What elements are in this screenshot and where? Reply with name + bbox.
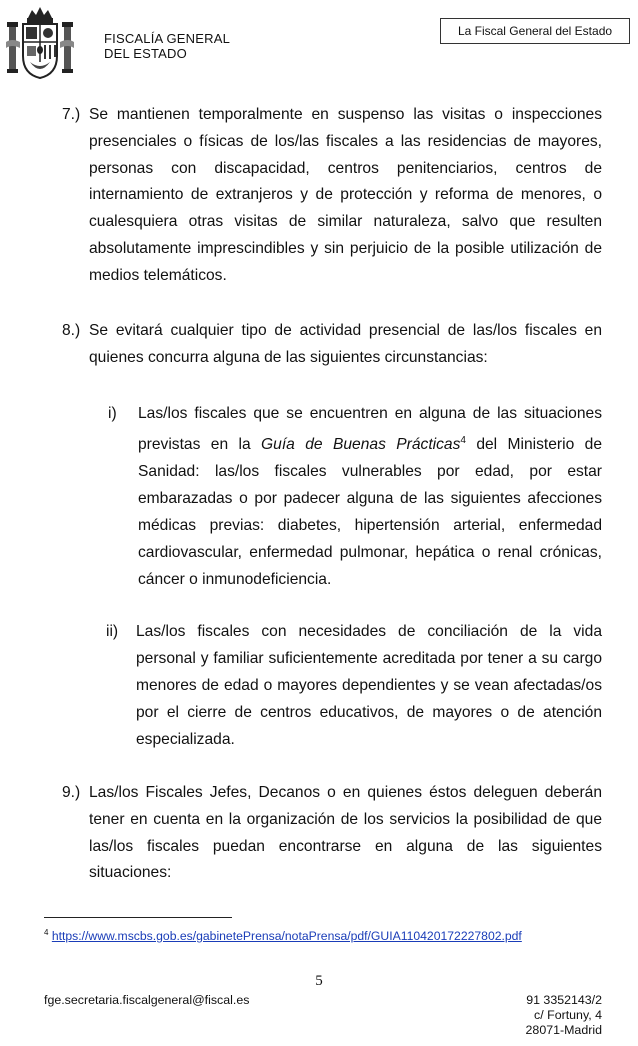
subitem-text-part: Las/los fiscales que se encuentren en alguna de las situaciones previstas en la [138,405,602,454]
paragraph-7 [62,102,602,290]
footer-phone: 91 3352143/2 [526,993,602,1007]
paragraph-number: 7.) [62,106,81,123]
subitem-text: Las/los fiscales con necesidades de conciliación de la vida personal y familiar suficientemente acreditada por tener a su cargo menores de edad o mayores dependientes y se vean afectadas/os por el cierre de centros educativos, de mayores o de atención especializada. [136,623,602,748]
footer-email: fge.secretaria.fiscalgeneral@fiscal.es [44,993,250,1007]
paragraph-text: Las/los Fiscales Jefes, Decanos o en quienes éstos deleguen deberán tener en cuenta en la organización de los servicios la posibilidad de que las/los fiscales puedan encontrarse en alguna de las siguientes situaciones: [89,784,602,882]
footnote-separator [44,917,232,918]
footer-city: 28071-Madrid [525,1023,602,1037]
subitem-text [138,400,602,593]
subitem-i [108,400,602,593]
page-number: 5 [315,973,323,989]
paragraph-text: Se mantienen temporalmente en suspenso las visitas o inspecciones presenciales o físicas de los/las fiscales a las residencias de mayores, personas con discapacidad, centros penitenciarios, centros de internamiento de extranjeros y de protección y reforma de menores, o cualesquiera otras visitas de similar naturaleza, salvo que resulten absolutamente imprescindibles y sin perjuicio de la posible utilización de medios telemáticos. [89,106,602,284]
footnote-ref[interactable]: 4 [460,435,466,446]
org-line-1: FISCALÍA GENERAL [104,31,231,46]
paragraph-8 [62,318,602,372]
fiscal-general-title-box: La Fiscal General del Estado [440,18,630,44]
paragraph-text: Se evitará cualquier tipo de actividad presencial de las/los fiscales en quienes concurra alguna de las siguientes circunstancias: [89,322,602,366]
footnote-link[interactable]: https://www.mscbs.gob.es/gabinetePrensa/notaPrensa/pdf/GUIA110420172227802.pdf [51,929,522,943]
organization-name [104,31,230,61]
footer-address [526,993,602,1038]
subitem-text-part: del Ministerio de Sanidad: las/los fiscales vulnerables por edad, por estar embarazadas o por padecer alguna de las siguientes afecciones médicas previas: diabetes, hipertensión arterial, enfermedad cardiovascular, enfermedad pulmonar, hepática o renal crónicas, cáncer o inmunodeficiencia. [138,436,602,589]
org-line-2: DEL ESTADO [104,46,187,61]
subitem-number: ii) [106,623,119,640]
paragraph-9 [62,780,602,887]
paragraph-number: 8.) [62,322,81,339]
footer-street: c/ Fortuny, 4 [534,1008,602,1022]
subitem-number: i) [108,405,117,422]
paragraph-number: 9.) [62,784,81,801]
footnote-mark: 4 [44,928,49,937]
coat-of-arms-icon [4,4,76,80]
subitem-ii [106,618,602,753]
guide-title: Guía de Buenas Prácticas [261,436,461,454]
footnote [44,925,522,944]
